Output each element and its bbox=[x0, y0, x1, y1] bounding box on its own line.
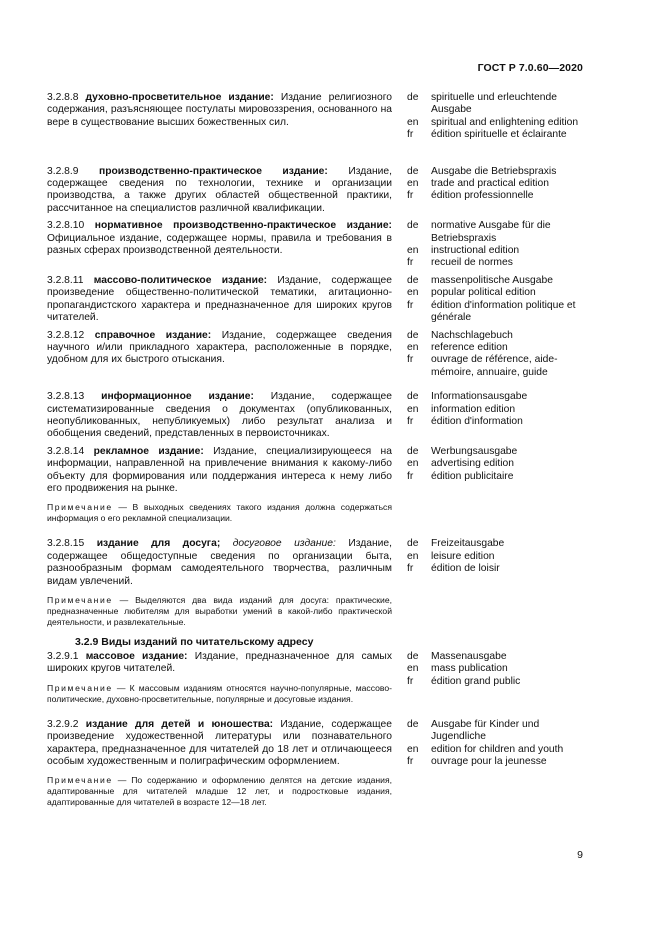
term-definition bbox=[47, 220, 392, 257]
translation-en: en information edition bbox=[407, 403, 516, 415]
term-text: Официальное издание, содержащее нормы, правила и требования в разных сферах производственной деятельности. bbox=[47, 232, 392, 257]
term-name: массово-политическое издание: bbox=[93, 274, 268, 286]
term-number: 3.2.9.1 bbox=[47, 651, 79, 662]
term-number: 3.2.8.11 bbox=[47, 274, 84, 286]
term-name: производственно-практическое издание: bbox=[99, 165, 328, 177]
translations bbox=[407, 275, 587, 325]
term-note bbox=[47, 683, 392, 705]
note-text: — В выходных сведениях такого издания должна содержаться информация о его рекламной специализации. bbox=[47, 502, 392, 524]
translation-fr: fr recueil de normes bbox=[407, 257, 513, 269]
translation-en: en mass publication bbox=[407, 663, 508, 675]
term-note bbox=[47, 502, 392, 524]
translation-fr: fr édition publicitaire bbox=[407, 470, 514, 482]
translation-fr: fr ouvrage pour la jeunesse bbox=[407, 756, 547, 768]
translation-fr: fr édition d'information politique et générale bbox=[407, 299, 576, 324]
term-definition bbox=[47, 446, 392, 527]
term-name: нормативное производственно-практическое издание: bbox=[94, 220, 392, 232]
term-text: Издание, содержащее сведения по технологии, технике и организации производства, а также других областей общественной практики, рассчитанное на специалистов различной квалификации. bbox=[47, 165, 392, 214]
translation-de: de spirituelle und erleuchtende Ausgabe bbox=[407, 92, 557, 116]
term-entry bbox=[47, 166, 587, 216]
translation-de: de massenpolitische Ausgabe bbox=[407, 274, 553, 286]
translation-de: de normative Ausgabe für die Betriebspraxis bbox=[407, 220, 551, 244]
term-definition bbox=[47, 330, 392, 367]
translation-en: en instructional edition bbox=[407, 245, 520, 257]
term-number: 3.2.8.13 bbox=[47, 391, 85, 403]
term-entry bbox=[47, 538, 587, 630]
translations bbox=[407, 92, 587, 142]
translation-en: en leisure edition bbox=[407, 550, 495, 562]
translation-de: de Ausgabe für Kinder und Jugendliche bbox=[407, 718, 540, 743]
translation-en: en reference edition bbox=[407, 341, 508, 353]
term-number: 3.2.8.12 bbox=[47, 329, 85, 341]
translation-fr: fr édition de loisir bbox=[407, 563, 500, 575]
term-text: Издание религиозного содержания, разъясняющее постулаты мировоззрения, основанного на вере в существование высших божественных сил. bbox=[47, 92, 392, 128]
translations bbox=[407, 538, 587, 575]
translation-en: en popular political edition bbox=[407, 287, 536, 299]
term-text: Издание, содержащее общедоступные сведения по организации быта, разнообразным формам самодеятельного творчества, различным видам увлечений. bbox=[47, 538, 392, 587]
term-name: информационное издание: bbox=[101, 391, 254, 403]
term-entry bbox=[47, 220, 587, 270]
term-note bbox=[47, 775, 392, 808]
translation-fr: fr édition grand public bbox=[407, 675, 521, 687]
document-code: ГОСТ Р 7.0.60—2020 bbox=[477, 62, 583, 74]
term-name: духовно-просветительное издание: bbox=[85, 92, 274, 103]
translation-de: de Massenausgabe bbox=[407, 651, 507, 662]
term-number: 3.2.8.8 bbox=[47, 92, 79, 103]
translations bbox=[407, 330, 587, 380]
term-definition bbox=[47, 166, 392, 216]
note-label: Примечание bbox=[47, 682, 113, 693]
term-definition bbox=[47, 538, 392, 630]
translation-de: de Nachschlagebuch bbox=[407, 329, 513, 341]
term-definition bbox=[47, 275, 392, 325]
term-number: 3.2.8.10 bbox=[47, 220, 85, 232]
term-name: справочное издание: bbox=[94, 329, 212, 341]
translations bbox=[407, 391, 587, 428]
translation-fr: fr édition spirituelle et éclairante bbox=[407, 129, 567, 141]
term-entry bbox=[47, 446, 587, 527]
term-entry bbox=[47, 275, 587, 325]
note-label: Примечание bbox=[47, 595, 113, 605]
translations bbox=[407, 651, 587, 688]
term-definition bbox=[47, 651, 392, 707]
term-definition bbox=[47, 92, 392, 129]
term-name: издание для детей и юношества: bbox=[85, 718, 274, 730]
term-number: 3.2.8.9 bbox=[47, 165, 79, 177]
term-text: Издание, содержащее сведения научного и/или прикладного характера, расположенные в порядке, удобном для их быстрого отыскания. bbox=[47, 329, 392, 366]
term-number: 3.2.8.15 bbox=[47, 538, 85, 550]
term-text: Издание, предназначенное для самых широких кругов читателей. bbox=[47, 651, 392, 675]
term-entry bbox=[47, 330, 587, 380]
term-entry bbox=[47, 651, 587, 707]
term-number: 3.2.8.14 bbox=[47, 445, 85, 457]
note-label: Примечание bbox=[47, 775, 113, 786]
term-name: рекламное издание: bbox=[93, 445, 204, 457]
term-text: Издание, содержащее произведение художественной литературы или познавательного характера, предназначенное для читателей до 18 лет и отличающееся особым художественным и полиграфическим оформлением. bbox=[47, 718, 392, 768]
translation-de: de Informationsausgabe bbox=[407, 391, 528, 403]
translation-en: en edition for children and youth bbox=[407, 743, 564, 755]
translations bbox=[407, 446, 587, 483]
term-number: 3.2.9.2 bbox=[47, 718, 79, 730]
term-entry bbox=[47, 92, 587, 142]
term-name: массовое издание: bbox=[85, 651, 188, 662]
translation-en: en advertising edition bbox=[407, 458, 514, 470]
term-entry bbox=[47, 719, 587, 811]
translations bbox=[407, 719, 587, 769]
term-definition bbox=[47, 719, 392, 811]
translation-en: en spiritual and enlightening edition bbox=[407, 116, 579, 128]
translation-fr: fr édition professionnelle bbox=[407, 190, 534, 202]
term-text: Издание, содержащее произведение общественно-политической тематики, агитационно-пропагандистского характера и предназначенное для широких кругов читателей. bbox=[47, 274, 392, 324]
section-heading: 3.2.9 Виды изданий по читательскому адресу bbox=[75, 636, 314, 648]
note-text: — Выделяются два вида изданий для досуга: практические, предназначенные любителям для выработки умений в какой-либо практической деятельности, и развлекательные. bbox=[47, 595, 393, 627]
translation-fr: fr ouvrage de référence, aide-mémoire, annuaire, guide bbox=[407, 354, 558, 378]
translation-de: de Freizeitausgabe bbox=[407, 538, 505, 550]
term-definition bbox=[47, 391, 392, 441]
term-note bbox=[47, 595, 392, 628]
translations bbox=[407, 220, 587, 270]
term-text: Издание, специализирующееся на информации, направленной на привлечение внимания к какому-либо объекту для формирования или поддержания интереса к нему либо его продвижения на рынке. bbox=[47, 445, 392, 494]
translation-en: en trade and practical edition bbox=[407, 178, 549, 190]
term-name: издание для досуга; bbox=[96, 538, 221, 550]
term-entry bbox=[47, 391, 587, 441]
term-synonym: досуговое издание: bbox=[232, 538, 336, 550]
translation-de: de Werbungsausgabe bbox=[407, 445, 518, 457]
term-text: Издание, содержащее систематизированные сведения о документах (опубликованных, неопубликованных, непубликуемых) либо результат анализа и обобщения сведений, представленных в первоисточниках. bbox=[47, 391, 392, 440]
note-text: — К массовым изданиям относятся научно-популярные, массово-политические, духовно-просветительные, популярные и досуговые издания. bbox=[47, 682, 393, 704]
translation-fr: fr édition d'information bbox=[407, 415, 523, 427]
page-number: 9 bbox=[577, 849, 583, 861]
translation-de: de Ausgabe die Betriebspraxis bbox=[407, 165, 557, 177]
note-text: — По содержанию и оформлению делятся на детские издания, адаптированные для читателей младше 12 лет, и подростковые издания, адаптированные для читателей в возрасте 12—18 лет. bbox=[47, 775, 393, 808]
document-body bbox=[47, 92, 587, 815]
note-label: Примечание bbox=[47, 502, 113, 513]
translations bbox=[407, 166, 587, 203]
